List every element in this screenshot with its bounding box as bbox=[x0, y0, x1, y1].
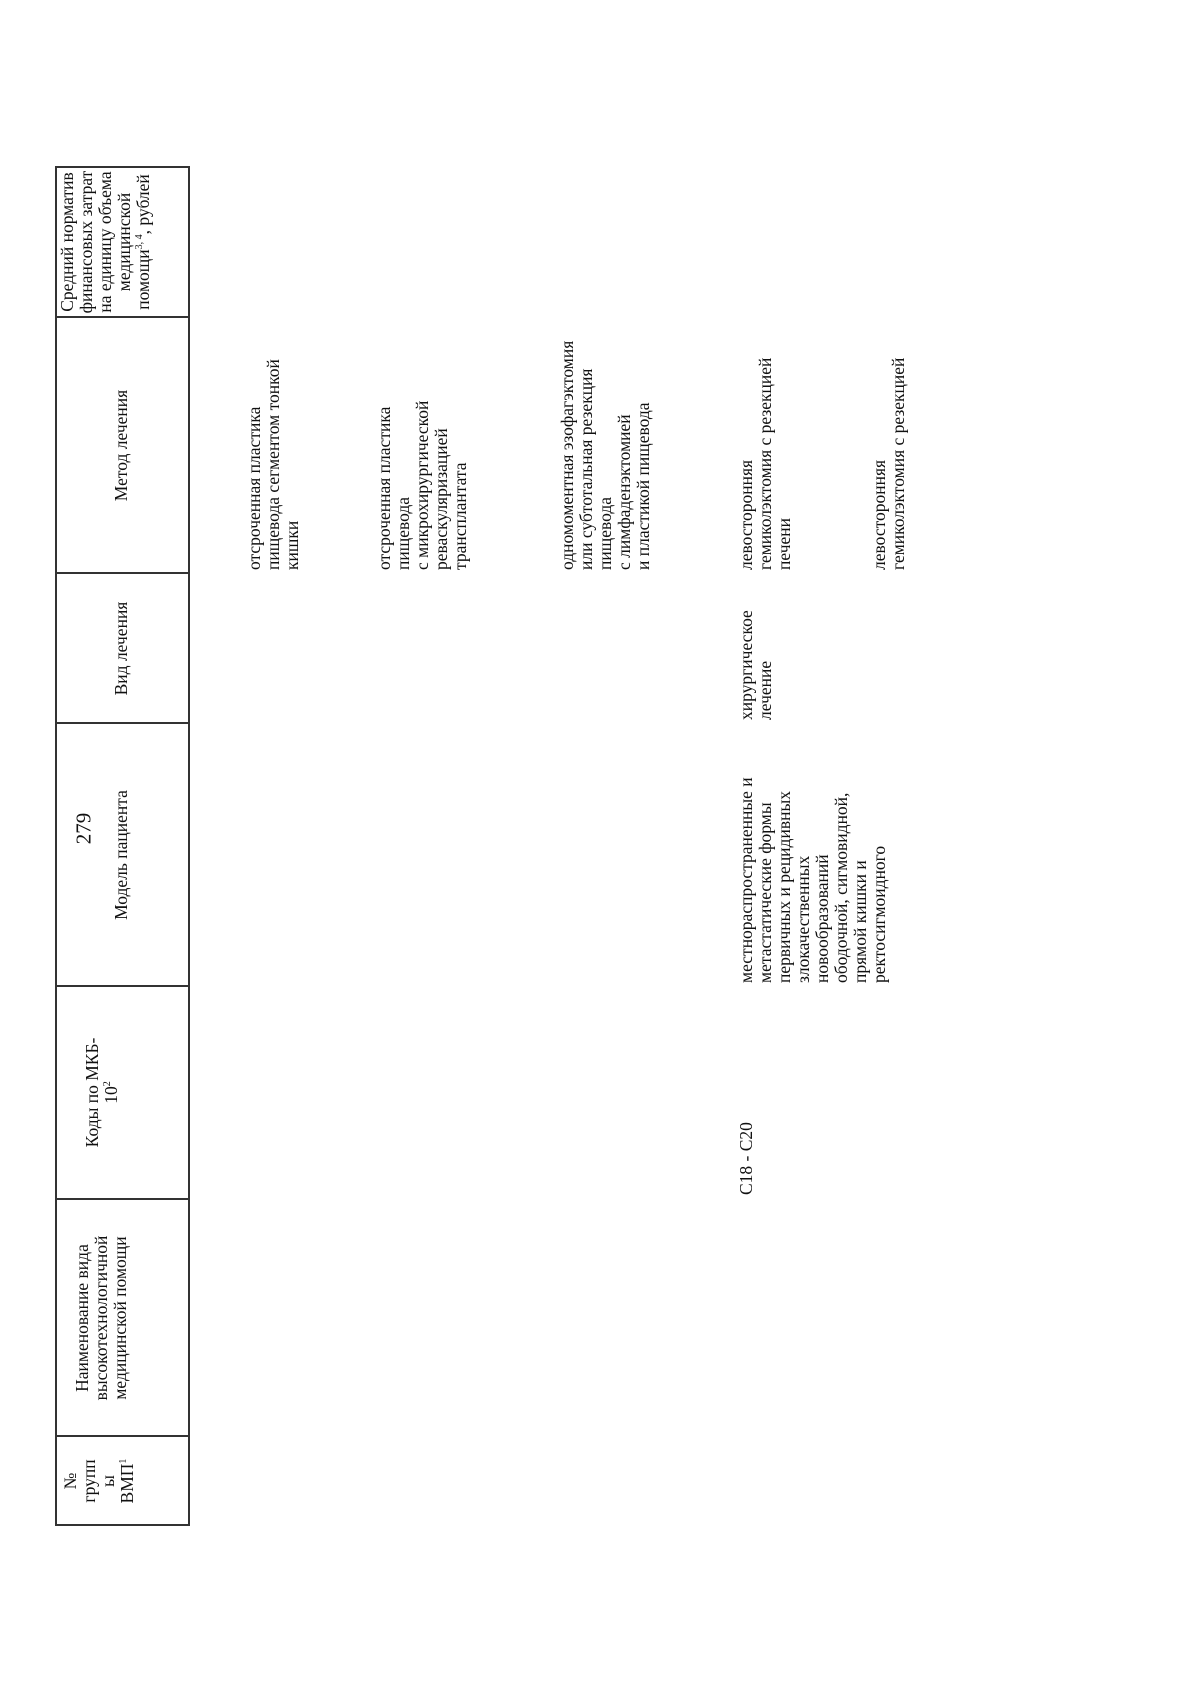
header-group-no-line: групп bbox=[79, 1459, 99, 1503]
method-line: пищевода bbox=[595, 496, 615, 570]
method-line: гемиколэктомия с резекцией bbox=[755, 357, 775, 570]
header-method-text: Метод лечения bbox=[111, 389, 131, 502]
method-line: печени bbox=[774, 518, 794, 570]
method-cell bbox=[245, 320, 302, 570]
codes-cell bbox=[737, 990, 756, 1195]
header-kind bbox=[55, 576, 188, 721]
method-line: кишки bbox=[282, 520, 302, 570]
header-model-text: Модель пациента bbox=[111, 790, 131, 920]
model-line: ректосигмоидного bbox=[869, 845, 889, 983]
header-norm bbox=[55, 169, 188, 315]
footnote-ref: 1 bbox=[118, 1458, 130, 1464]
method-line: и пластикой пищевода bbox=[633, 402, 653, 570]
method-cell bbox=[870, 320, 908, 570]
kind-cell bbox=[737, 574, 775, 720]
header-name bbox=[55, 1202, 188, 1434]
header-norm-line: финансовых затрат bbox=[76, 170, 96, 314]
header-method bbox=[55, 320, 188, 571]
col-divider bbox=[55, 166, 188, 168]
header-norm-line: помощи bbox=[133, 249, 153, 310]
col-divider bbox=[55, 1198, 188, 1200]
header-codes-line: Коды по МКБ- bbox=[82, 1037, 102, 1148]
method-line: с лимфаденэктомией bbox=[614, 414, 634, 570]
header-name-line: высокотехнологичной bbox=[91, 1235, 111, 1401]
header-group-no-line: № bbox=[60, 1472, 80, 1490]
method-cell bbox=[375, 320, 470, 570]
header-group-no-line: ВМП bbox=[117, 1463, 137, 1504]
model-line: злокачественных bbox=[793, 855, 813, 983]
model-line: метастатические формы bbox=[755, 802, 775, 983]
header-kind-text: Вид лечения bbox=[111, 601, 131, 696]
header-codes-line: 10 bbox=[101, 1086, 121, 1104]
col-divider bbox=[55, 1435, 188, 1437]
col-divider bbox=[55, 572, 188, 574]
header-group-no bbox=[55, 1438, 188, 1524]
method-line: с микрохирургической bbox=[412, 400, 432, 570]
codes-value: C18 - C20 bbox=[736, 1122, 756, 1195]
method-line: реваскуляризацией bbox=[431, 428, 451, 570]
method-line: пищевода bbox=[393, 496, 413, 570]
header-model bbox=[55, 726, 188, 984]
method-line: гемиколэктомия с резекцией bbox=[888, 357, 908, 570]
header-name-line: медицинской помощи bbox=[110, 1236, 130, 1400]
method-cell bbox=[558, 320, 653, 570]
kind-line: хирургическое bbox=[736, 610, 756, 720]
method-line: пищевода сегментом тонкой bbox=[263, 359, 283, 570]
model-cell bbox=[737, 725, 889, 983]
footnote-ref: 2 bbox=[102, 1081, 114, 1087]
model-line: ободочной, сигмовидной, bbox=[831, 792, 851, 983]
col-divider bbox=[55, 722, 188, 724]
method-line: левосторонняя bbox=[736, 459, 756, 570]
header-norm-line: Средний норматив bbox=[57, 172, 77, 312]
model-line: новообразований bbox=[812, 854, 832, 983]
col-divider bbox=[55, 1524, 188, 1526]
method-line: или субтотальная резекция bbox=[576, 368, 596, 570]
method-line: отсроченная пластика bbox=[244, 406, 264, 570]
procedures-table bbox=[55, 166, 1075, 1526]
header-group-no-line: ы bbox=[98, 1475, 118, 1487]
header-norm-line: , рублей bbox=[133, 174, 153, 235]
kind-line: лечение bbox=[755, 660, 775, 720]
header-name-line: Наименование вида bbox=[72, 1244, 92, 1392]
header-norm-line: на единицу объема bbox=[95, 171, 115, 313]
model-line: первичных и рецидивных bbox=[774, 791, 794, 983]
method-line: левосторонняя bbox=[869, 459, 889, 570]
col-divider bbox=[55, 985, 188, 987]
page-number: 279 bbox=[71, 812, 96, 845]
header-bottom-border bbox=[188, 166, 190, 1526]
method-line: трансплантата bbox=[450, 462, 470, 570]
method-cell bbox=[737, 320, 794, 570]
header-norm-line: медицинской bbox=[114, 192, 134, 292]
footnote-ref: 3, 4 bbox=[134, 234, 146, 250]
col-divider bbox=[55, 316, 188, 318]
method-line: одномоментная эзофагэктомия bbox=[557, 340, 577, 570]
method-line: отсроченная пластика bbox=[374, 406, 394, 570]
model-line: местнораспространенные и bbox=[736, 777, 756, 983]
model-line: прямой кишки и bbox=[850, 860, 870, 983]
header-codes bbox=[55, 989, 188, 1196]
